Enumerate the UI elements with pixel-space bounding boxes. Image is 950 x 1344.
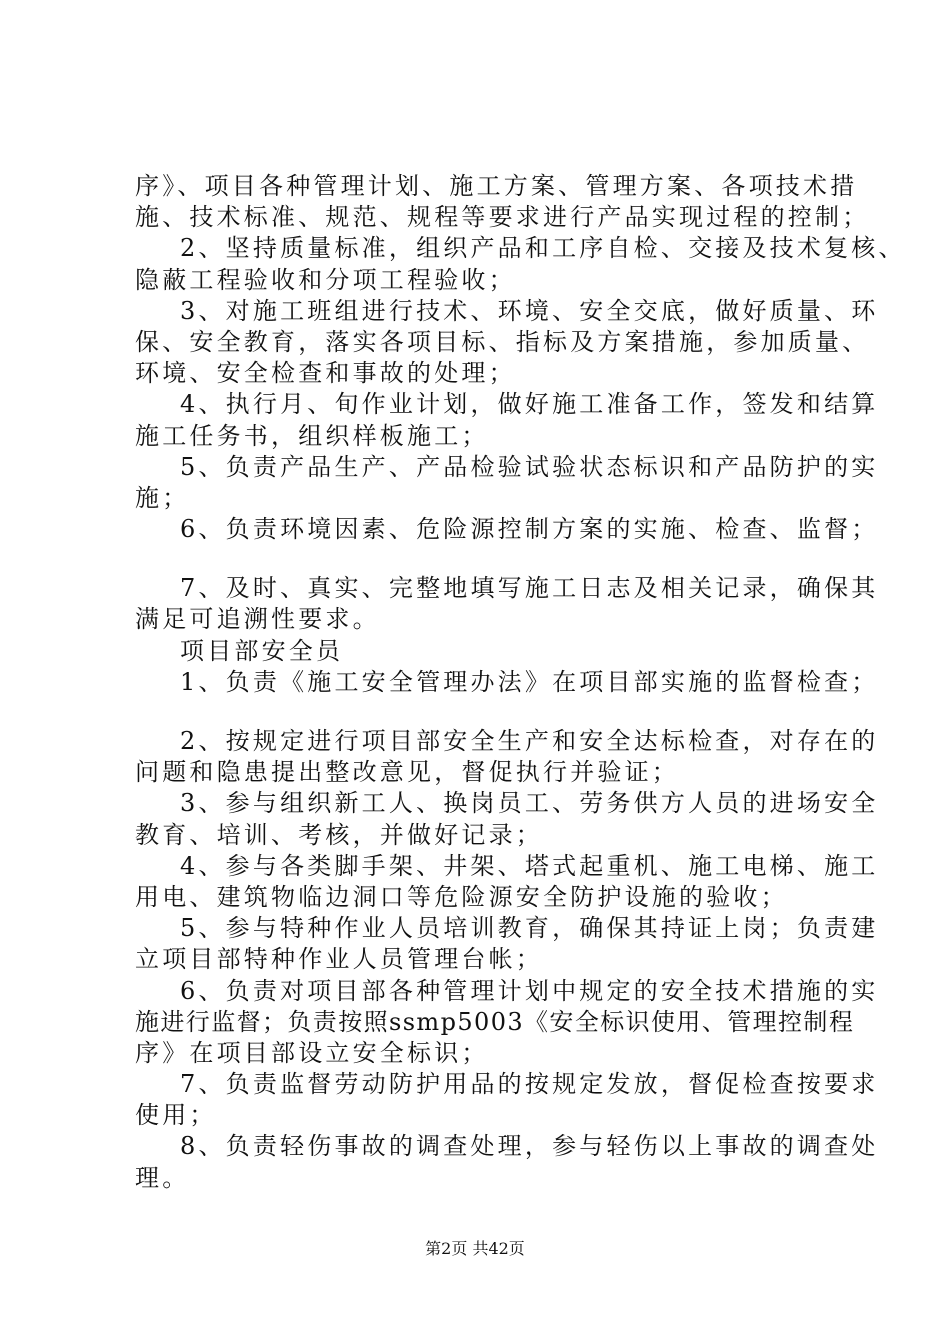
text-line: 立项目部特种作业人员管理台帐； bbox=[135, 945, 543, 974]
text-line: 环境、安全检查和事故的处理； bbox=[135, 359, 516, 388]
text-line: 隐蔽工程验收和分项工程验收； bbox=[135, 265, 516, 294]
text-line: 施进行监督；负责按照ssmp5003《安全标识使用、管理控制程 bbox=[135, 1007, 855, 1036]
text-line: 3、参与组织新工人、换岗员工、劳务供方人员的进场安全 bbox=[180, 789, 879, 818]
text-line: 4、参与各类脚手架、井架、塔式起重机、施工电梯、施工 bbox=[180, 851, 879, 880]
text-line: 使用； bbox=[135, 1101, 217, 1130]
text-line: 序》在项目部设立安全标识； bbox=[135, 1038, 489, 1067]
text-line: 6、负责环境因素、危险源控制方案的实施、检查、监督； bbox=[180, 515, 879, 544]
text-line: 7、及时、真实、完整地填写施工日志及相关记录，确保其 bbox=[180, 574, 879, 603]
text-line: 用电、建筑物临边洞口等危险源安全防护设施的验收； bbox=[135, 882, 788, 911]
text-line: 2、坚持质量标准，组织产品和工序自检、交接及技术复核、 bbox=[180, 234, 906, 263]
text-line: 4、执行月、旬作业计划，做好施工准备工作，签发和结算 bbox=[180, 390, 879, 419]
text-line: 序》、项目各种管理计划、施工方案、管理方案、各项技术措 bbox=[135, 172, 858, 200]
page-number-footer: 第2页 共42页 bbox=[425, 1239, 525, 1258]
section-heading: 项目部安全员 bbox=[180, 636, 344, 665]
text-line: 施、技术标准、规范、规程等要求进行产品实现过程的控制； bbox=[135, 203, 870, 232]
text-line: 8、负责轻伤事故的调查处理，参与轻伤以上事故的调查处 bbox=[180, 1132, 879, 1161]
text-line: 施； bbox=[135, 483, 190, 512]
text-line: 1、负责《施工安全管理办法》在项目部实施的监督检查； bbox=[180, 667, 879, 696]
text-line: 5、参与特种作业人员培训教育，确保其持证上岗；负责建 bbox=[180, 914, 879, 943]
text-line: 保、安全教育，落实各项目标、指标及方案措施，参加质量、 bbox=[135, 327, 870, 356]
document-body bbox=[135, 171, 906, 1194]
blank-line bbox=[135, 698, 835, 726]
text-line: 3、对施工班组进行技术、环境、安全交底，做好质量、环 bbox=[180, 296, 879, 325]
text-line: 问题和隐患提出整改意见，督促执行并验证； bbox=[135, 758, 679, 787]
text-line: 施工任务书，组织样板施工； bbox=[135, 421, 489, 450]
text-line: 满足可追溯性要求。 bbox=[135, 605, 380, 634]
text-line: 7、负责监督劳动防护用品的按规定发放，督促检查按要求 bbox=[180, 1070, 879, 1099]
text-line: 理。 bbox=[135, 1163, 190, 1192]
blank-line bbox=[135, 545, 835, 573]
text-line: 2、按规定进行项目部安全生产和安全达标检查，对存在的 bbox=[180, 727, 879, 755]
text-line: 5、负责产品生产、产品检验试验状态标识和产品防护的实 bbox=[180, 452, 879, 481]
text-line: 教育、培训、考核，并做好记录； bbox=[135, 820, 543, 849]
text-line: 6、负责对项目部各种管理计划中规定的安全技术措施的实 bbox=[180, 976, 879, 1005]
